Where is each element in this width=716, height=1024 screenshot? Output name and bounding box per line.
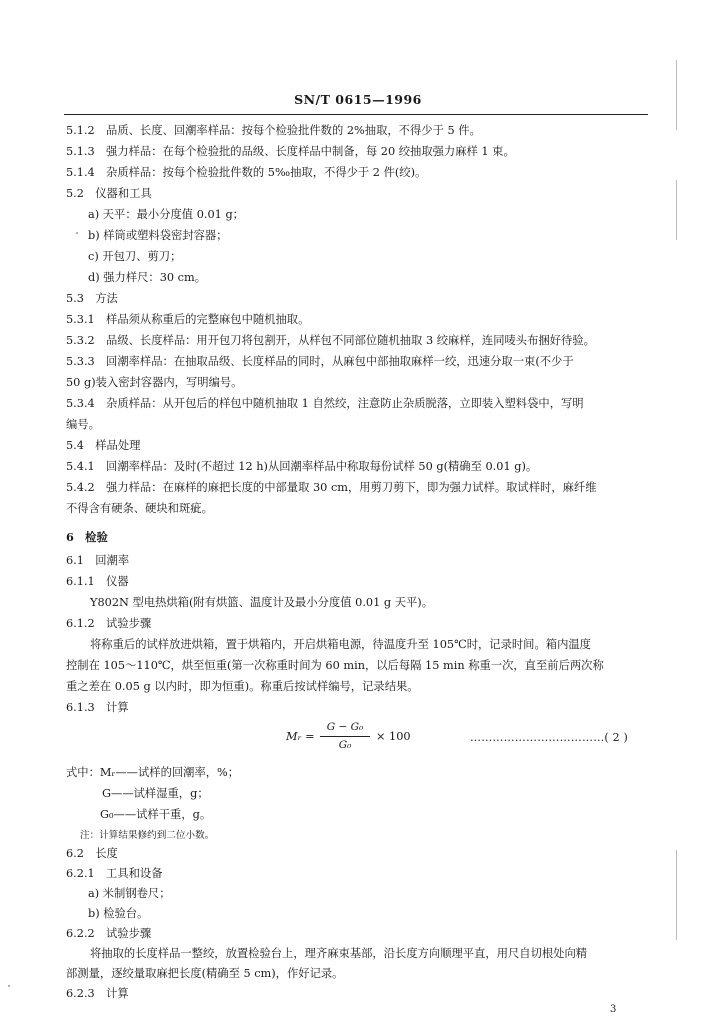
section-5-2-heading: 5.2 仪器和工具 bbox=[66, 187, 152, 200]
formula-legend-mr: 式中：Mᵣ——试样的回潮率，%； bbox=[66, 766, 240, 779]
rounding-note: 注：计算结果修约到二位小数。 bbox=[80, 830, 215, 841]
section-6-2-3-heading: 6.2.3 计算 bbox=[66, 987, 129, 1000]
clause-5-1-4: 5.1.4 杂质样品：按每个检验批件数的 5‰抽取，不得少于 2 件(绞)。 bbox=[66, 166, 427, 179]
scan-speck bbox=[8, 985, 10, 987]
formula-legend-g: G——试样湿重，g； bbox=[102, 787, 209, 800]
section-6-1-1-heading: 6.1.1 仪器 bbox=[66, 575, 129, 588]
clause-5-1-3: 5.1.3 强力样品：在每个检验批的品级、长度样品中制备，每 20 绞抽取强力麻样 1 束。 bbox=[66, 145, 515, 158]
clause-5-4-1: 5.4.1 回潮率样品：及时(不超过 12 h)从回潮率样品中称取每份试样 50 g(精确至 0.01 g)。 bbox=[66, 460, 538, 473]
scan-edge-mark bbox=[676, 60, 677, 130]
clause-6-1-2-cont-1: 控制在 105～110℃，烘至恒重(第一次称重时间为 60 min，以后每隔 15 min 称重一次，直至前后两次称 bbox=[66, 659, 604, 672]
list-item-a: a) 天平：最小分度值 0.01 g； bbox=[88, 208, 244, 221]
fraction-bar bbox=[320, 736, 370, 737]
scan-edge-mark bbox=[676, 180, 677, 240]
equation-number: ………………………………( 2 ) bbox=[470, 731, 628, 744]
tool-item-a: a) 米制钢卷尺； bbox=[88, 887, 171, 900]
section-5-3-heading: 5.3 方法 bbox=[66, 292, 118, 305]
clause-5-4-2-cont: 不得含有硬条、硬块和斑疵。 bbox=[66, 502, 213, 515]
section-5-4-heading: 5.4 样品处理 bbox=[66, 439, 141, 452]
formula-lhs: Mᵣ = bbox=[286, 730, 315, 743]
list-item-d: d) 强力样尺：30 cm。 bbox=[88, 271, 207, 284]
formula-denominator: G₀ bbox=[338, 739, 352, 751]
scan-speck bbox=[76, 232, 78, 234]
clause-5-3-4: 5.3.4 杂质样品：从开包后的样包中随机抽取 1 自然绞，注意防止杂质脱落，立即装入塑料袋中，写明 bbox=[66, 397, 584, 410]
clause-5-3-3: 5.3.3 回潮率样品：在抽取品级、长度样品的同时，从麻包中部抽取麻样一绞，迅速分取一束(不少于 bbox=[66, 355, 574, 368]
clause-5-3-1: 5.3.1 样品须从称重后的完整麻包中随机抽取。 bbox=[66, 313, 310, 326]
section-6-heading: 6 检验 bbox=[66, 530, 108, 544]
section-6-1-2-heading: 6.1.2 试验步骤 bbox=[66, 617, 152, 630]
section-6-2-2-heading: 6.2.2 试验步骤 bbox=[66, 927, 152, 940]
clause-6-1-2-cont-2: 重之差在 0.05 g 以内时，即为恒重)。称重后按试样编号，记录结果。 bbox=[66, 680, 419, 693]
clause-6-1-1-body: Y802N 型电热烘箱(附有烘篮、温度计及最小分度值 0.01 g 天平)。 bbox=[90, 596, 434, 609]
standard-code-header: SN/T 0615—1996 bbox=[294, 92, 422, 107]
section-6-1-3-heading: 6.1.3 计算 bbox=[66, 701, 129, 714]
clause-5-3-3-cont: 50 g)装入密封容器内，写明编号。 bbox=[66, 376, 243, 389]
list-item-b: b) 样筒或塑料袋密封容器； bbox=[88, 229, 228, 242]
formula-multiplier: × 100 bbox=[376, 730, 411, 743]
formula-numerator: G − G₀ bbox=[326, 721, 364, 733]
formula-fraction bbox=[320, 720, 370, 753]
tool-item-b: b) 检验台。 bbox=[88, 907, 149, 920]
moisture-regain-formula bbox=[286, 720, 416, 756]
section-6-2-1-heading: 6.2.1 工具和设备 bbox=[66, 867, 163, 880]
clause-6-2-2-body: 将抽取的长度样品一整绞，放置检验台上，理齐麻束基部，沿长度方向顺理平直，用尺自切根处向精 bbox=[90, 947, 588, 960]
section-6-2-heading: 6.2 长度 bbox=[66, 847, 118, 860]
list-item-c: c) 开包刀、剪刀； bbox=[88, 250, 182, 263]
formula-legend-g0: G₀——试样干重，g。 bbox=[100, 808, 212, 821]
page-number: 3 bbox=[610, 1004, 617, 1015]
clause-5-3-2: 5.3.2 品级、长度样品：用开包刀将包割开，从样包不同部位随机抽取 3 绞麻样，连同唛头布捆好待验。 bbox=[66, 334, 595, 347]
clause-5-4-2: 5.4.2 强力样品：在麻样的麻把长度的中部量取 30 cm，用剪刀剪下，即为强力试样。取试样时，麻纤维 bbox=[66, 481, 597, 494]
section-6-1-heading: 6.1 回潮率 bbox=[66, 554, 130, 567]
clause-6-1-2-body: 将称重后的试样放进烘箱，置于烘箱内，开启烘箱电源，待温度升至 105℃时，记录时间。箱内温度 bbox=[90, 638, 591, 651]
header-rule bbox=[64, 114, 648, 115]
clause-6-2-2-cont: 部测量，逐绞量取麻把长度(精确至 5 cm)，作好记录。 bbox=[66, 967, 344, 980]
clause-5-1-2: 5.1.2 品质、长度、回潮率样品：按每个检验批件数的 2%抽取，不得少于 5 件。 bbox=[66, 124, 481, 137]
scan-edge-mark bbox=[676, 850, 677, 940]
clause-5-3-4-cont: 编号。 bbox=[66, 418, 100, 431]
